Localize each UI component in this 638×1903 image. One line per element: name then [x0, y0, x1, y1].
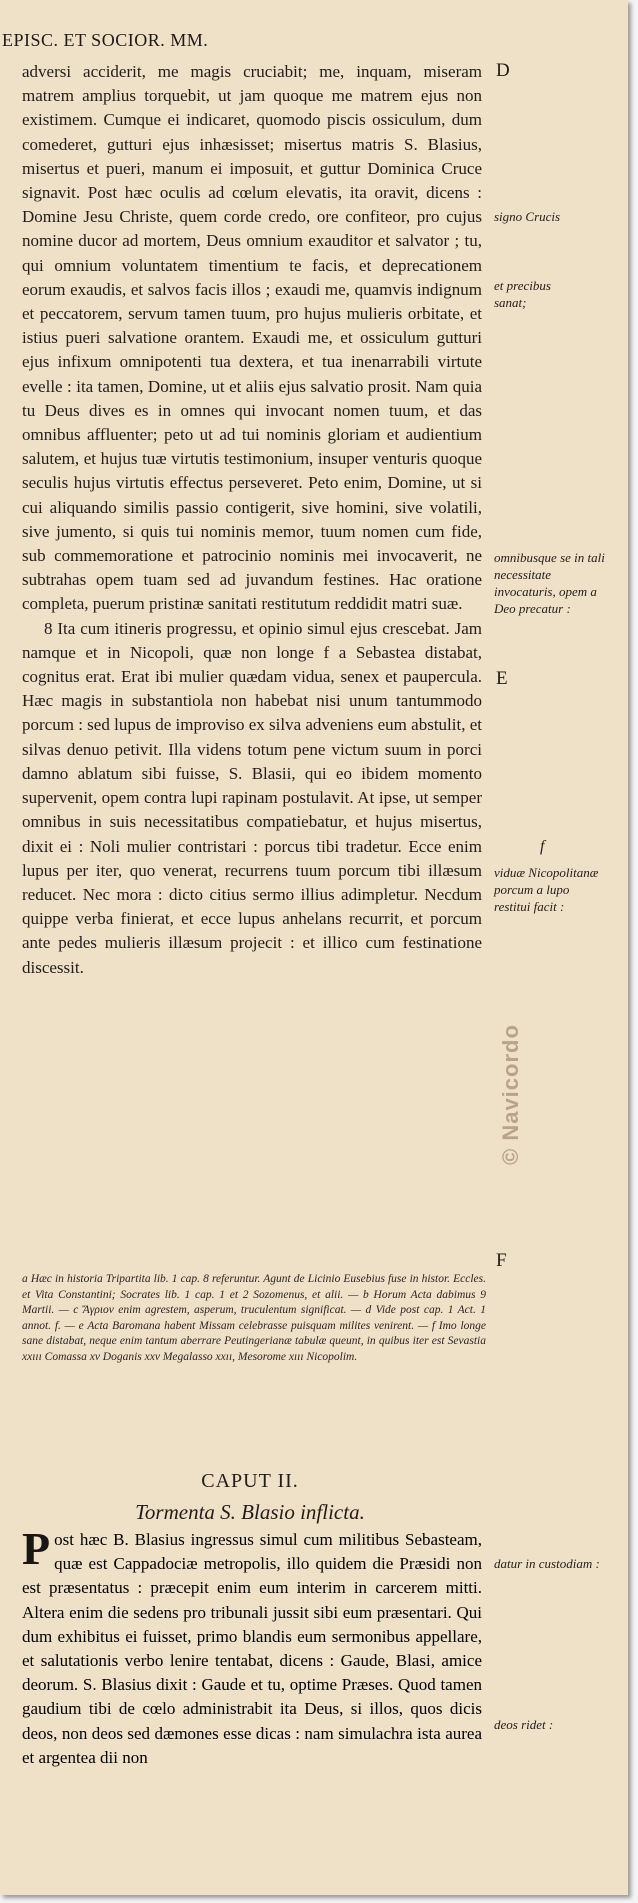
drop-cap: P	[22, 1523, 51, 1574]
margin-note-deos-ridet: deos ridet :	[494, 1717, 554, 1732]
margin-note-signo-crucis: signo Crucis	[494, 209, 561, 224]
chapter-paragraph: ost hæc B. Blasius ingressus simul cum militibus Sebasteam, quæ est Cappadociæ metropolis, illo quidem die Præsidi non est præsentatus : præcepit enim eum interim in carcerem mitti. Altera enim die sedens pro tribunali jussit sibi eum præsentari. Qui dum exhibitus ei fuisset, primo blandis eum sermonibus appellare, et salutationis verbo lenire tentabat, dicens : Gaude, Blasi, amice deorum. S. Blasius dixit : Gaude et tu, optime Præses. Quod tamen gaudium tibi de cœlo administrabit ita Deus, si illos, quos dicis deos, non deos sed dæmones esse dicas : nam simulachra ista aurea et argentea dii non	[22, 1530, 482, 1767]
margin-letter-d: D	[496, 60, 510, 81]
paragraph-prayer: adversi acciderit, me magis cruciabit; me, inquam, miseram matrem amplius torquebit, ut jam quoque me matrem ejus non existimem. Cumque ei indicaret, quomodo piscis ossiculum, dum comederet, gutturi ejus inhæsisset; misertus matris S. Blasius, misertus et pueri, manum ei imposuit, et guttur Dominica Cruce signavit. Post hæc oculis ad cœlum elevatis, ita oravit, dicens : Domine Jesu Christe, quem corde credo, ore confiteor, pro cujus nomine ducor ad mortem, Deus omnium exauditor et salvator ; tu, qui omnium voluntatem timentium te facis, et deprecationem eorum exaudis, et salvos facis illos ; exaudi me, quamvis indignum et peccatorem, servum tamen tuum, pro hujus mulieris orbitate, et istius pueri salvatione orantem. Exaudi me, et ossiculum gutturi ejus infixum omnipotenti tua dextera, et tua inenarrabili virtute evelle : ita tamen, Domine, ut et aliis ejus salvatio prosit. Nam quia tu Deus dives es in omnes qui invocant nomen tuum, et das omnibus affluenter; peto ut ad tui nominis gloriam et audientium salutem, et hujus tuæ virtutis testimonium, insuper venturis quoque seculis hujus virtutis effectus perseveret. Peto enim, Domine, ut si cui aliquando similis passio contigerit, sive homini, sive volatili, sive jumento, si quis tui nominis memor, tuum nomen cum fide, sub commemoratione et patrocinio nominis mei invocaverit, ne subtrahas opem tuam sed ad juvandum festines. Hac oratione completa, puerum pristinæ sanitati restitutum reddidit matri suæ.	[22, 62, 482, 614]
margin-note-omnibusque: omnibusque se in tali necessitate invocaturis, opem a Deo precatur :	[494, 550, 605, 616]
margin-letter-f: F	[496, 1250, 507, 1271]
watermark: © Navicordo	[498, 1024, 523, 1165]
margin-letter-e: E	[496, 668, 508, 689]
margin-note-viduae: viduæ Nicopolitanæ porcum a lupo restitui facit :	[494, 865, 599, 914]
main-text-column	[22, 60, 482, 980]
margin-note-precibus: et precibus sanat;	[494, 278, 551, 310]
running-header: EPISC. ET SOCIOR. MM.	[2, 30, 209, 50]
footnotes: a Hæc in historia Tripartita lib. 1 cap. 8 referuntur. Agunt de Licinio Eusebius fuse in histor. Eccles. et Vita Constantini; Socrates lib. 1 cap. 1 et 2 Sozomenus, et alii. — b Horum Acta dabimus 9 Martii. — c Ἄγριον enim agrestem, asperum, truculentum significat. — d Vide post cap. 1 Act. 1 annot. f. — e Acta Baromana habent Missam celebrasse puisquam milites venirent. — f Imo longe sane distabat, neque enim tantum aberrare Peutingerianæ tabulæ queunt, in quibus iter est Sevastia xxııı Comassa xv Doganis xxv Megalasso xxıı, Mesorome xııı Nicopolim.	[22, 1273, 486, 1363]
chapter-subtitle: Tormenta S. Blasio inflicta.	[135, 1500, 365, 1524]
margin-note-datur: datur in custodiam :	[494, 1556, 600, 1571]
margin-note-f: f	[540, 838, 545, 855]
chapter-title: CAPUT II.	[201, 1470, 299, 1492]
chapter-text	[22, 1523, 482, 1770]
paragraph-section-8: 8 Ita cum itineris progressu, et opinio simul ejus crescebat. Jam namque et in Nicopoli, quæ non longe f a Sebastea distabat, cognitus erat. Erat ibi mulier quædam vidua, senex et paupercula. Hæc magis in substantiola non habebat nisi unum tantummodo porcum : sed lupus de improviso ex silva adveniens eum abstulit, et silvas denuo petivit. Illa videns totum pene victum suum in porci damno ablatum sibi fuisse, S. Blasii, qui eo ibidem momento supervenit, opem contra lupi rapinam postulavit. At ipse, ut semper omnibus in suis necessitatibus compatiebatur, et hujus misertus, dixit ei : Noli mulier contristari : porcus tibi tradetur. Ecce enim lupus per iter, quo venerat, recurrens tuum porcum tibi illæsum reducet. Nec mora : dicto citius sermo illius adimpletur. Necdum quippe verba finierat, et ecce lupus anhelans recurrit, et porcum ante pedes mulieris illæsum projecit : et illico cum festinatione discessit.	[22, 618, 482, 977]
